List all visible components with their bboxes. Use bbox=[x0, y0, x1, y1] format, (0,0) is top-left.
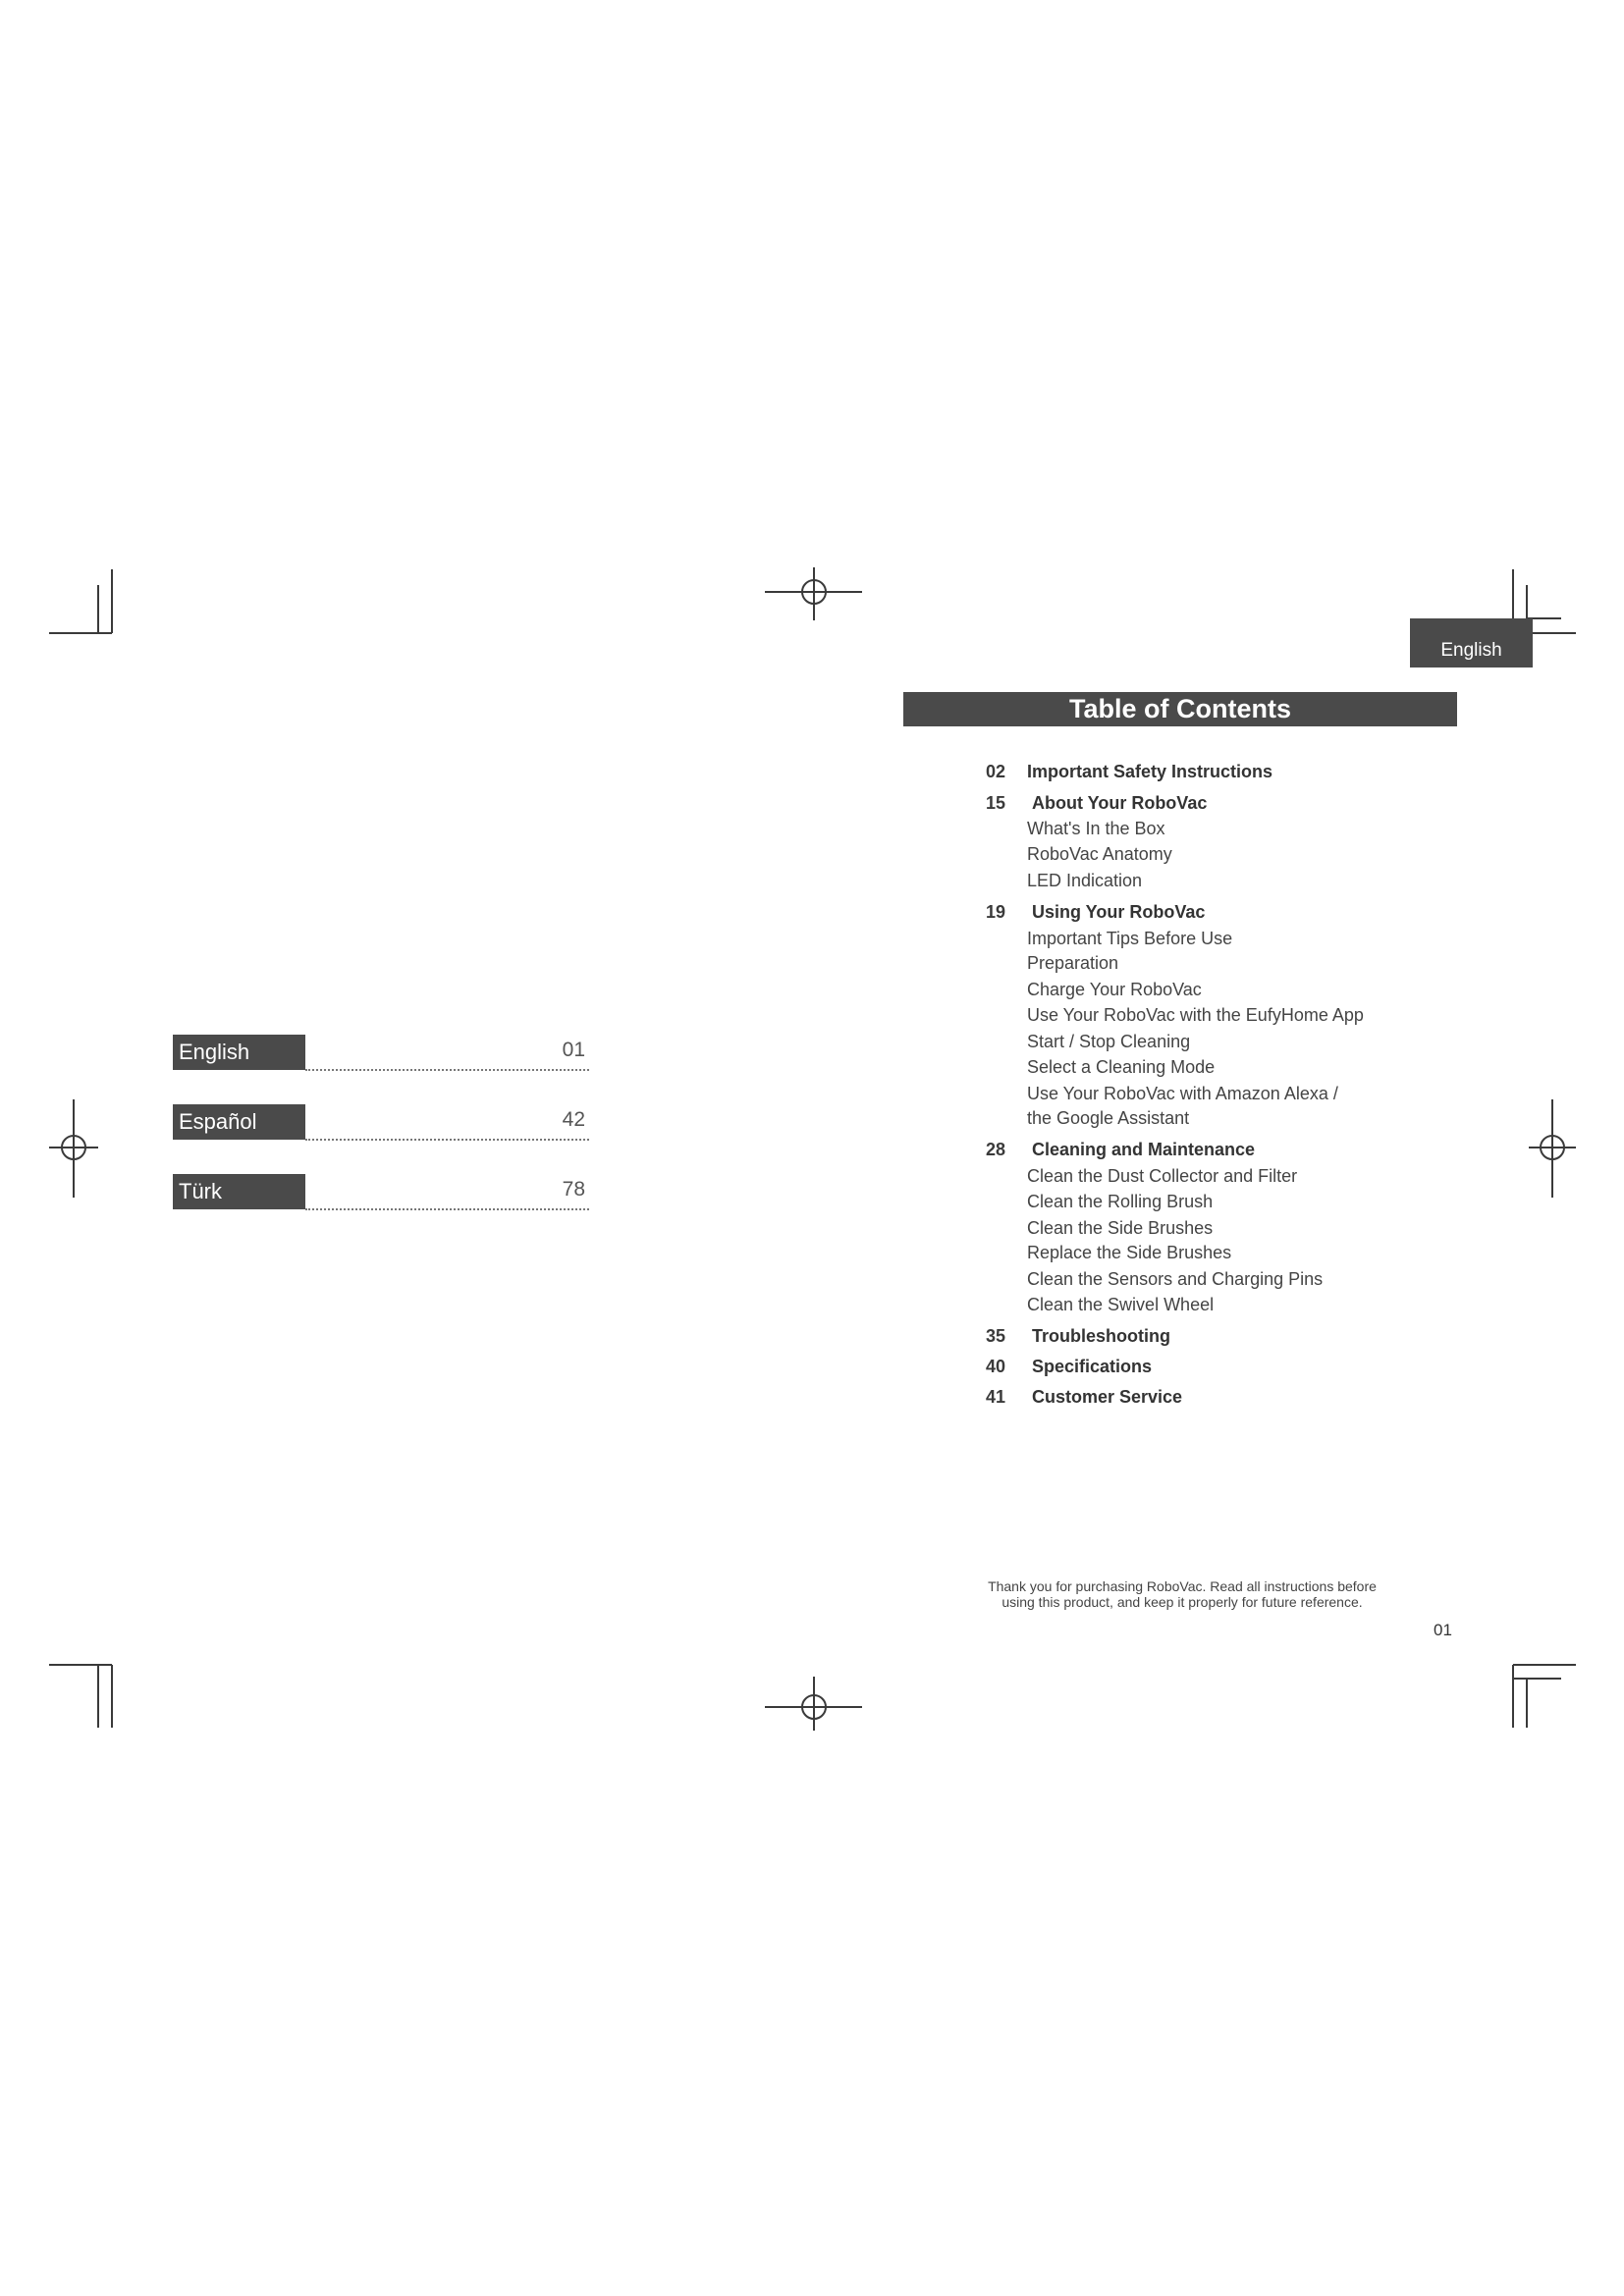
thank-you-note bbox=[943, 1578, 1422, 1610]
toc-section-title[interactable]: Cleaning and Maintenance bbox=[1032, 1140, 1256, 1159]
toc-subitem[interactable]: Clean the Dust Collector and Filter bbox=[1027, 1166, 1298, 1186]
toc-subitem[interactable]: Preparation bbox=[1027, 953, 1119, 973]
toc-subitem[interactable]: Replace the Side Brushes bbox=[1027, 1243, 1232, 1262]
language-row-espanol[interactable] bbox=[173, 1104, 589, 1140]
toc-section-title[interactable]: Customer Service bbox=[1032, 1387, 1183, 1407]
toc-section-title[interactable]: Important Safety Instructions bbox=[1027, 762, 1273, 781]
toc-subitem[interactable]: Start / Stop Cleaning bbox=[1027, 1032, 1191, 1051]
crop-mark-bottom-left bbox=[49, 1665, 112, 1728]
english-language-badge: English bbox=[1410, 618, 1533, 667]
toc-subitem[interactable]: Use Your RoboVac with the EufyHome App bbox=[1027, 1005, 1364, 1025]
toc-subitem[interactable]: Clean the Side Brushes bbox=[1027, 1218, 1214, 1238]
language-tab-label: Español bbox=[173, 1104, 305, 1140]
toc-subitem[interactable]: Clean the Swivel Wheel bbox=[1027, 1295, 1215, 1314]
language-page-number: 42 bbox=[562, 1108, 585, 1131]
language-tab-label: Türk bbox=[173, 1174, 305, 1209]
toc-section-title[interactable]: About Your RoboVac bbox=[1032, 793, 1208, 813]
language-row-english[interactable] bbox=[173, 1035, 589, 1070]
toc-subitem[interactable]: RoboVac Anatomy bbox=[1027, 844, 1172, 864]
language-page-number: 01 bbox=[562, 1039, 585, 1061]
thank-you-line-2: using this product, and keep it properly for future reference. bbox=[1001, 1594, 1363, 1610]
toc-subitem[interactable]: Select a Cleaning Mode bbox=[1027, 1057, 1216, 1077]
language-row-turk[interactable] bbox=[173, 1174, 589, 1209]
crop-mark-bottom-right bbox=[1513, 1665, 1576, 1728]
toc-page-number: 41 bbox=[986, 1387, 1006, 1407]
registration-mark-right bbox=[1529, 1099, 1576, 1198]
crop-mark-top-left bbox=[49, 569, 112, 633]
toc-subitem[interactable]: Charge Your RoboVac bbox=[1027, 980, 1202, 999]
toc-title-banner: Table of Contents bbox=[903, 692, 1457, 726]
language-tab-label: English bbox=[173, 1035, 305, 1070]
toc-subitem[interactable]: the Google Assistant bbox=[1027, 1108, 1190, 1128]
toc-section-title[interactable]: Troubleshooting bbox=[1032, 1326, 1170, 1346]
dotted-leader bbox=[305, 1139, 589, 1141]
toc-page-number: 15 bbox=[986, 793, 1006, 813]
toc-subitem[interactable]: Clean the Sensors and Charging Pins bbox=[1027, 1269, 1324, 1289]
toc-page-number: 19 bbox=[986, 902, 1006, 922]
toc-section-title[interactable]: Using Your RoboVac bbox=[1032, 902, 1206, 922]
toc-subitem[interactable]: Use Your RoboVac with Amazon Alexa / bbox=[1027, 1084, 1338, 1103]
language-page-number: 78 bbox=[562, 1178, 585, 1201]
registration-mark-left bbox=[49, 1099, 98, 1198]
registration-mark-top bbox=[765, 567, 862, 620]
toc-page-number: 35 bbox=[986, 1326, 1006, 1346]
toc-subitem[interactable]: Clean the Rolling Brush bbox=[1027, 1192, 1214, 1211]
toc-page-number: 28 bbox=[986, 1140, 1006, 1159]
registration-mark-bottom bbox=[765, 1677, 862, 1731]
dotted-leader bbox=[305, 1208, 589, 1210]
toc-subitem[interactable]: LED Indication bbox=[1027, 871, 1143, 890]
toc-page-number: 02 bbox=[986, 762, 1006, 781]
toc-page-number: 40 bbox=[986, 1357, 1006, 1376]
dotted-leader bbox=[305, 1069, 589, 1071]
page-number: 01 bbox=[1434, 1621, 1452, 1639]
thank-you-line-1: Thank you for purchasing RoboVac. Read all instructions before bbox=[988, 1578, 1377, 1594]
toc-subitem[interactable]: Important Tips Before Use bbox=[1027, 929, 1233, 948]
toc-section-title[interactable]: Specifications bbox=[1032, 1357, 1153, 1376]
toc-subitem[interactable]: What's In the Box bbox=[1027, 819, 1165, 838]
